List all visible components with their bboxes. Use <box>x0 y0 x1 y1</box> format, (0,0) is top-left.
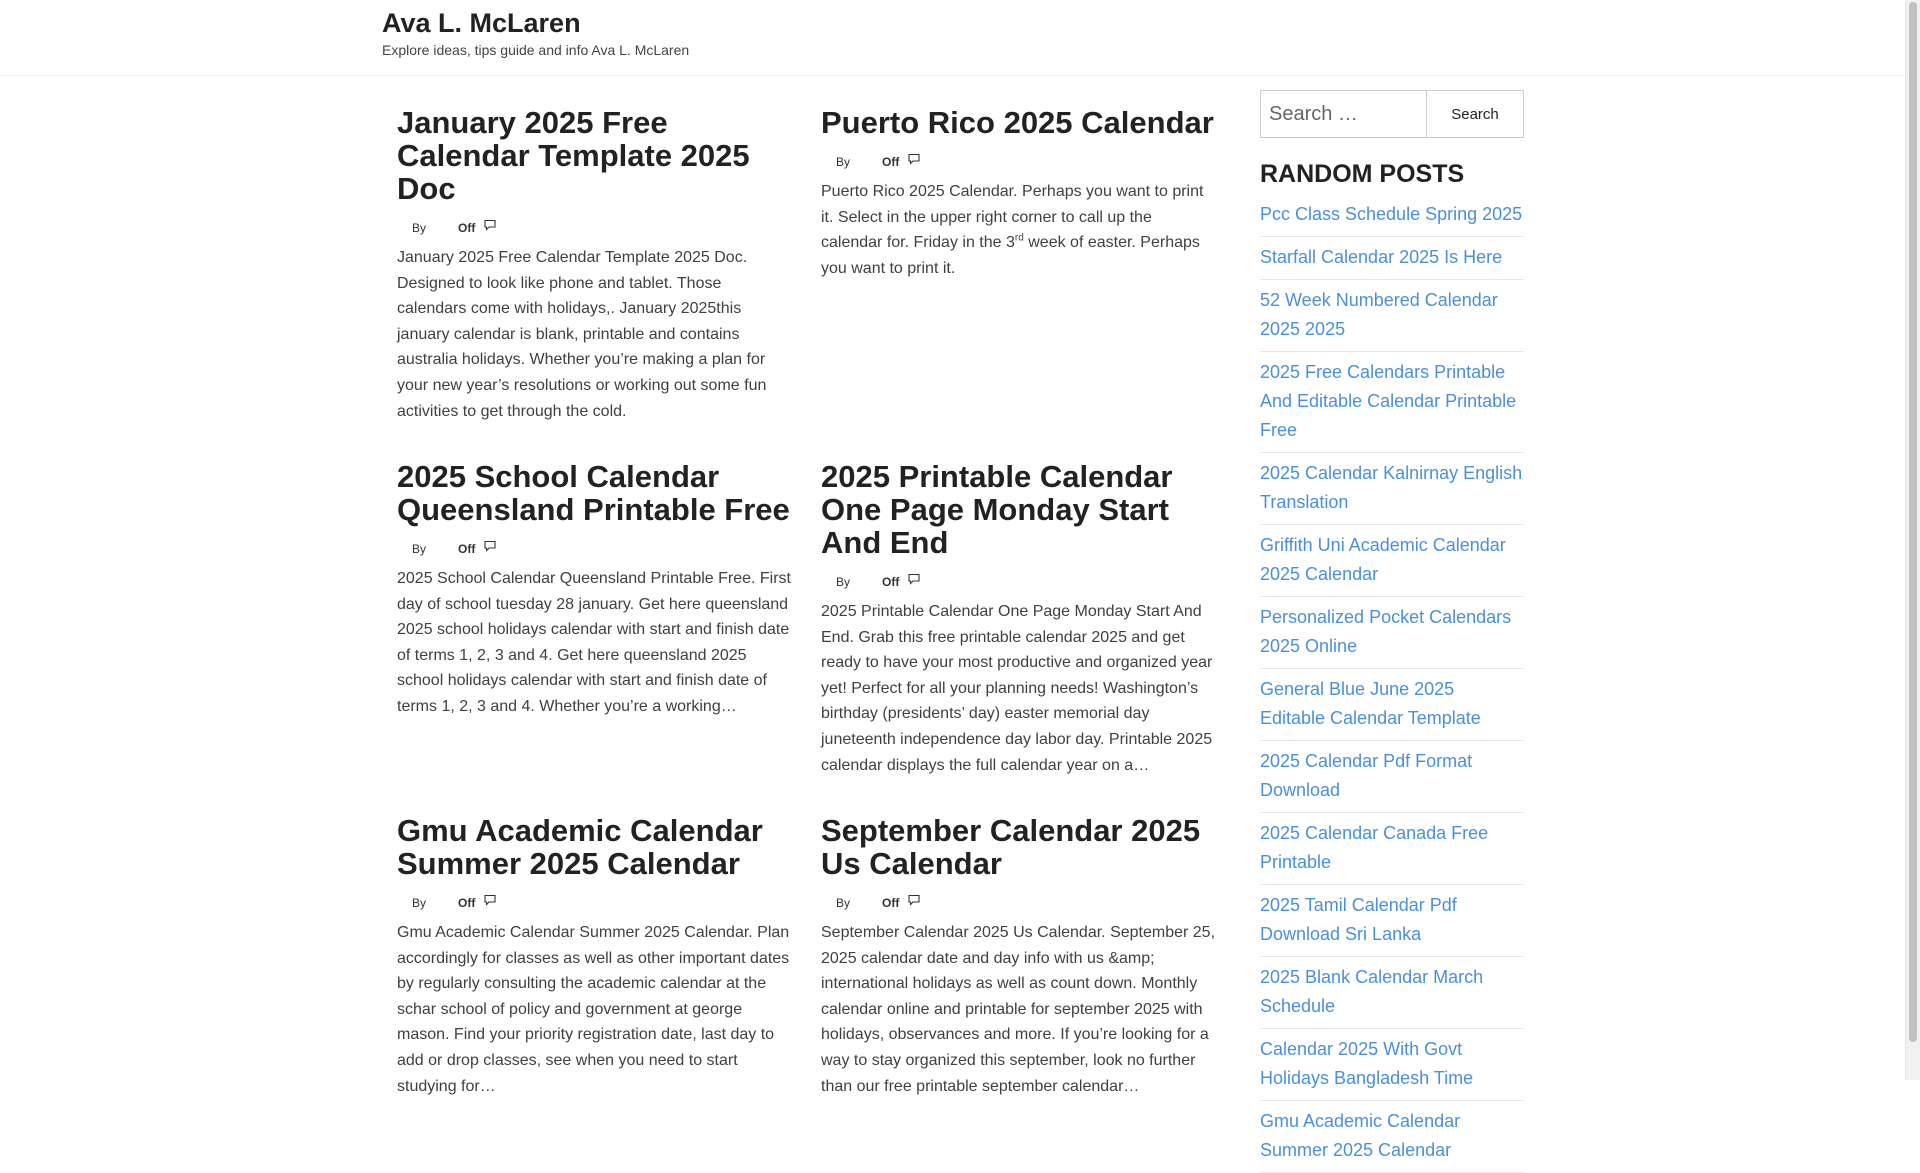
post-comments-status: Off <box>458 542 476 556</box>
post-comments-status: Off <box>458 896 476 910</box>
site-header <box>0 0 1905 76</box>
random-post-link[interactable]: 2025 Calendar Canada Free Printable <box>1260 823 1489 872</box>
search-input[interactable] <box>1260 90 1427 138</box>
post-author-label: By <box>836 896 851 910</box>
comment-icon <box>908 894 920 906</box>
post-author-label: By <box>412 896 427 910</box>
search-form <box>1260 90 1524 138</box>
post-excerpt: September Calendar 2025 Us Calendar. September 25, 2025 calendar date and day info with us &amp; international holidays as well as count down. Monthly calendar online and printable for september 2025 with holidays, observances and more. If you’re looking for a way to stay organized this september, look no further than our free printable september calendar… <box>821 924 1216 1095</box>
post-title <box>821 460 1217 559</box>
excerpt-text: week of easter. Perhaps you want to print it. <box>821 234 1200 277</box>
list-item <box>1260 885 1524 957</box>
random-post-link[interactable]: 2025 Blank Calendar March Schedule <box>1260 967 1484 1016</box>
scrollbar-thumb[interactable] <box>1909 2 1917 1042</box>
post-comments-status: Off <box>458 221 476 235</box>
site-title[interactable]: Ava L. McLaren <box>382 8 581 38</box>
post-card <box>821 460 1217 778</box>
search-button[interactable]: Search <box>1426 90 1524 138</box>
random-post-link[interactable]: Griffith Uni Academic Calendar 2025 Calendar <box>1260 535 1506 584</box>
post-title-link[interactable]: January 2025 Free Calendar Template 2025 Doc <box>397 105 750 206</box>
post-meta <box>821 153 1217 169</box>
post-author-label: By <box>836 575 851 589</box>
post-excerpt: January 2025 Free Calendar Template 2025 Doc. Designed to look like phone and tablet. Those calendars come with holidays,. January 2025this january calendar is blank, printable and contains australia holidays. Whether you’re making a plan for your new year’s resolutions or working out some fun activities to get through the cold. <box>397 249 767 420</box>
list-item <box>1260 1101 1524 1173</box>
random-post-link[interactable]: 2025 Calendar Pdf Format Download <box>1260 751 1473 800</box>
post-title <box>397 106 793 205</box>
random-post-link[interactable]: 2025 Free Calendars Printable And Editable Calendar Printable Free <box>1260 362 1517 440</box>
random-post-link[interactable]: General Blue June 2025 Editable Calendar Template <box>1260 679 1481 728</box>
comment-icon <box>484 540 496 552</box>
list-item <box>1260 453 1524 525</box>
post-card <box>397 106 793 424</box>
comment-icon <box>908 573 920 585</box>
list-item <box>1260 597 1524 669</box>
post-title <box>397 460 793 526</box>
post-title-link[interactable]: Gmu Academic Calendar Summer 2025 Calendar <box>397 813 763 881</box>
random-posts-title: RANDOM POSTS <box>1260 160 1465 188</box>
random-post-link[interactable]: Personalized Pocket Calendars 2025 Online <box>1260 607 1512 656</box>
post-meta <box>397 540 793 556</box>
post-card <box>821 106 1217 281</box>
list-item <box>1260 669 1524 741</box>
post-title-link[interactable]: 2025 School Calendar Queensland Printable Free <box>397 459 790 527</box>
post-excerpt: 2025 School Calendar Queensland Printable Free. First day of school tuesday 28 january. Get here queensland 2025 school holidays calendar with start and finish date of terms 1, 2, 3 and 4. Get here queensland 2025 school holidays calendar with start and finish date of terms 1, 2, 3 and 4. Whether you’re a working… <box>397 570 791 715</box>
post-author-label: By <box>412 542 427 556</box>
comment-icon <box>484 219 496 231</box>
list-item <box>1260 525 1524 597</box>
post-meta <box>821 573 1217 589</box>
random-post-link[interactable]: Calendar 2025 With Govt Holidays Bangladesh Time <box>1260 1039 1474 1088</box>
post-comments-status: Off <box>882 896 900 910</box>
list-item <box>1260 194 1524 237</box>
list-item <box>1260 237 1524 280</box>
post-title-link[interactable]: Puerto Rico 2025 Calendar <box>821 105 1214 140</box>
excerpt-text: Puerto Rico 2025 Calendar. Perhaps you want to print it. Select in the upper right corner to call up the calendar for. Friday in the 3 <box>821 183 1204 252</box>
post-title-link[interactable]: 2025 Printable Calendar One Page Monday Start And End <box>821 459 1173 560</box>
site-description: Explore ideas, tips guide and info Ava L. McLaren <box>382 42 690 58</box>
post-title <box>397 814 793 880</box>
post-card <box>397 814 793 1099</box>
random-post-link[interactable]: 2025 Tamil Calendar Pdf Download Sri Lanka <box>1260 895 1457 944</box>
post-meta <box>397 219 793 235</box>
list-item <box>1260 352 1524 453</box>
random-post-link[interactable]: 52 Week Numbered Calendar 2025 2025 <box>1260 290 1498 339</box>
post-title-link[interactable]: September Calendar 2025 Us Calendar <box>821 813 1201 881</box>
list-item <box>1260 741 1524 813</box>
post-author-label: By <box>836 155 851 169</box>
list-item <box>1260 957 1524 1029</box>
post-comments-status: Off <box>882 575 900 589</box>
post-excerpt: 2025 Printable Calendar One Page Monday Start And End. Grab this free printable calendar 2025 and get ready to have your most productive and organized year yet! Perfect for all your planning needs! Washington’s birthday (presidents’ day) easter memorial day juneteenth independence day labor day. Printable 2025 calendar displays the full calendar year on a… <box>821 603 1213 774</box>
post-meta <box>397 894 793 910</box>
post-title <box>821 814 1217 880</box>
random-post-link[interactable]: Starfall Calendar 2025 Is Here <box>1260 247 1503 267</box>
post-card <box>821 814 1217 1099</box>
comment-icon <box>908 153 920 165</box>
comment-icon <box>484 894 496 906</box>
page-scrollbar[interactable] <box>1905 0 1920 1080</box>
list-item <box>1260 1029 1524 1101</box>
random-post-link[interactable]: 2025 Calendar Kalnirnay English Translation <box>1260 463 1523 512</box>
post-author-label: By <box>412 221 427 235</box>
post-comments-status: Off <box>882 155 900 169</box>
random-post-link[interactable]: Gmu Academic Calendar Summer 2025 Calendar <box>1260 1111 1461 1160</box>
random-posts-list <box>1260 194 1524 1173</box>
excerpt-ordinal: rd <box>1014 232 1024 244</box>
list-item <box>1260 813 1524 885</box>
post-meta <box>821 894 1217 910</box>
random-post-link[interactable]: Pcc Class Schedule Spring 2025 <box>1260 204 1523 224</box>
post-excerpt <box>821 179 1217 281</box>
post-card <box>397 460 793 720</box>
post-excerpt: Gmu Academic Calendar Summer 2025 Calendar. Plan accordingly for classes as well as other important dates by regularly consulting the academic calendar at the schar school of policy and government at george mason. Find your priority registration date, last day to add or drop classes, see when you need to start studying for… <box>397 924 790 1095</box>
post-title <box>821 106 1217 139</box>
list-item <box>1260 280 1524 352</box>
